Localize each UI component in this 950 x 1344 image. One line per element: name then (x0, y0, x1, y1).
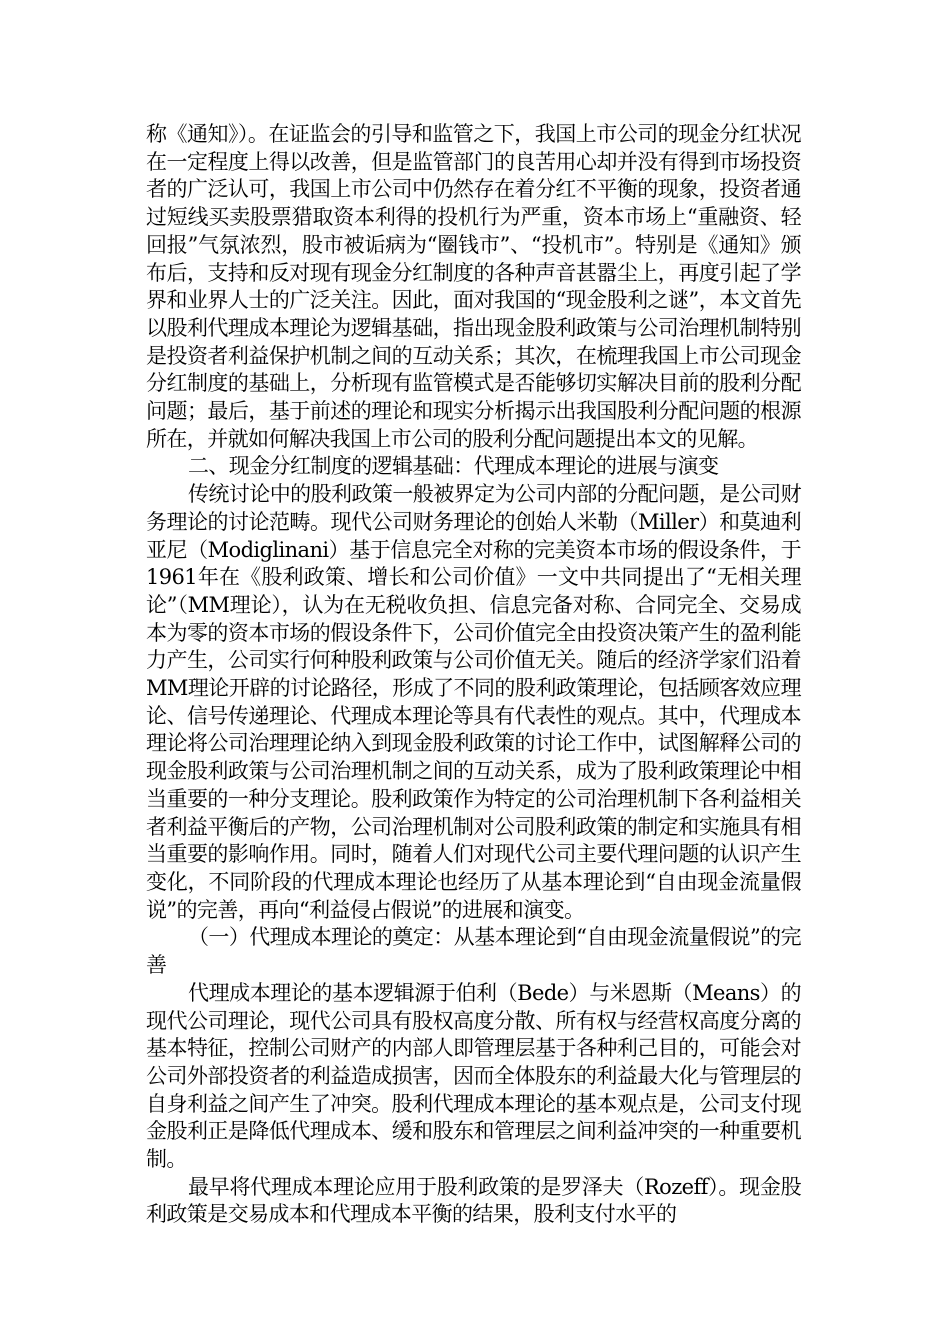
body-paragraph: 称《通知》）。在证监会的引导和监管之下，我国上市公司的现金分红状况在一定程度上得以改善，但是监管部门的良苦用心却并没有得到市场投资者的广泛认可，我国上市公司中仍然存在着分红不平衡的现象，投资者通过短线买卖股票猎取资本利得的投机行为严重，资本市场上“重融资、轻回报”气氛浓烈，股市被诟病为“圈钱市”、“投机市”。特别是《通知》颁布后，支持和反对现有现金分红制度的各种声音甚嚣尘上，再度引起了学界和业界人士的广泛关注。因此，面对我国的“现金股利之谜”，本文首先以股利代理成本理论为逻辑基础，指出现金股利政策与公司治理机制特别是投资者利益保护机制之间的互动关系；其次，在梳理我国上市公司现金分红制度的基础上，分析现有监管模式是否能够切实解决目前的股利分配问题；最后，基于前述的理论和现实分析揭示出我国股利分配问题的根源所在，并就如何解决我国上市公司的股利分配问题提出本文的见解。 (146, 122, 801, 451)
section-heading: 二、现金分红制度的逻辑基础：代理成本理论的进展与演变 (188, 454, 719, 479)
document-page (146, 121, 801, 1229)
body-paragraph: 代理成本理论的基本逻辑源于伯利（Bede）与米恩斯（Means）的现代公司理论，现代公司具有股权高度分散、所有权与经营权高度分离的基本特征，控制公司财产的内部人即管理层基于各种利己目的，可能会对公司外部投资者的利益造成损害，因而全体股东的利益最大化与管理层的自身利益之间产生了冲突。股利代理成本理论的基本观点是，公司支付现金股利正是降低代理成本、缓和股东和管理层之间利益冲突的一种重要机制。 (146, 980, 801, 1172)
body-paragraph: 最早将代理成本理论应用于股利政策的是罗泽夫（Rozeff）。现金股利政策是交易成本和代理成本平衡的结果，股利支付水平的 (146, 1174, 801, 1227)
subsection-heading: （一）代理成本理论的奠定：从基本理论到“自由现金流量假说”的完善 (146, 925, 801, 978)
body-paragraph: 传统讨论中的股利政策一般被界定为公司内部的分配问题，是公司财务理论的讨论范畴。现代公司财务理论的创始人米勒（Miller）和莫迪利亚尼（Modiglinani）基于信息完全对称的完美资本市场的假设条件，于1961年在《股利政策、增长和公司价值》一文中共同提出了“无相关理论”（MM理论），认为在无税收负担、信息完备对称、合同完全、交易成本为零的资本市场的假设条件下，公司价值完全由投资决策产生的盈利能力产生，公司实行何种股利政策与公司价值无关。随后的经济学家们沿着MM理论开辟的讨论路径，形成了不同的股利政策理论，包括顾客效应理论、信号传递理论、代理成本理论等具有代表性的观点。其中，代理成本理论将公司治理理论纳入到现金股利政策的讨论工作中，试图解释公司的现金股利政策与公司治理机制之间的互动关系，成为了股利政策理论中相当重要的一种分支理论。股利政策作为特定的公司治理机制下各利益相关者利益平衡后的产物，公司治理机制对公司股利政策的制定和实施具有相当重要的影响作用。同时，随着人们对现代公司主要代理问题的认识产生变化，不同阶段的代理成本理论也经历了从基本理论到“自由现金流量假说”的完善，再向“利益侵占假说”的进展和演变。 (146, 482, 801, 922)
